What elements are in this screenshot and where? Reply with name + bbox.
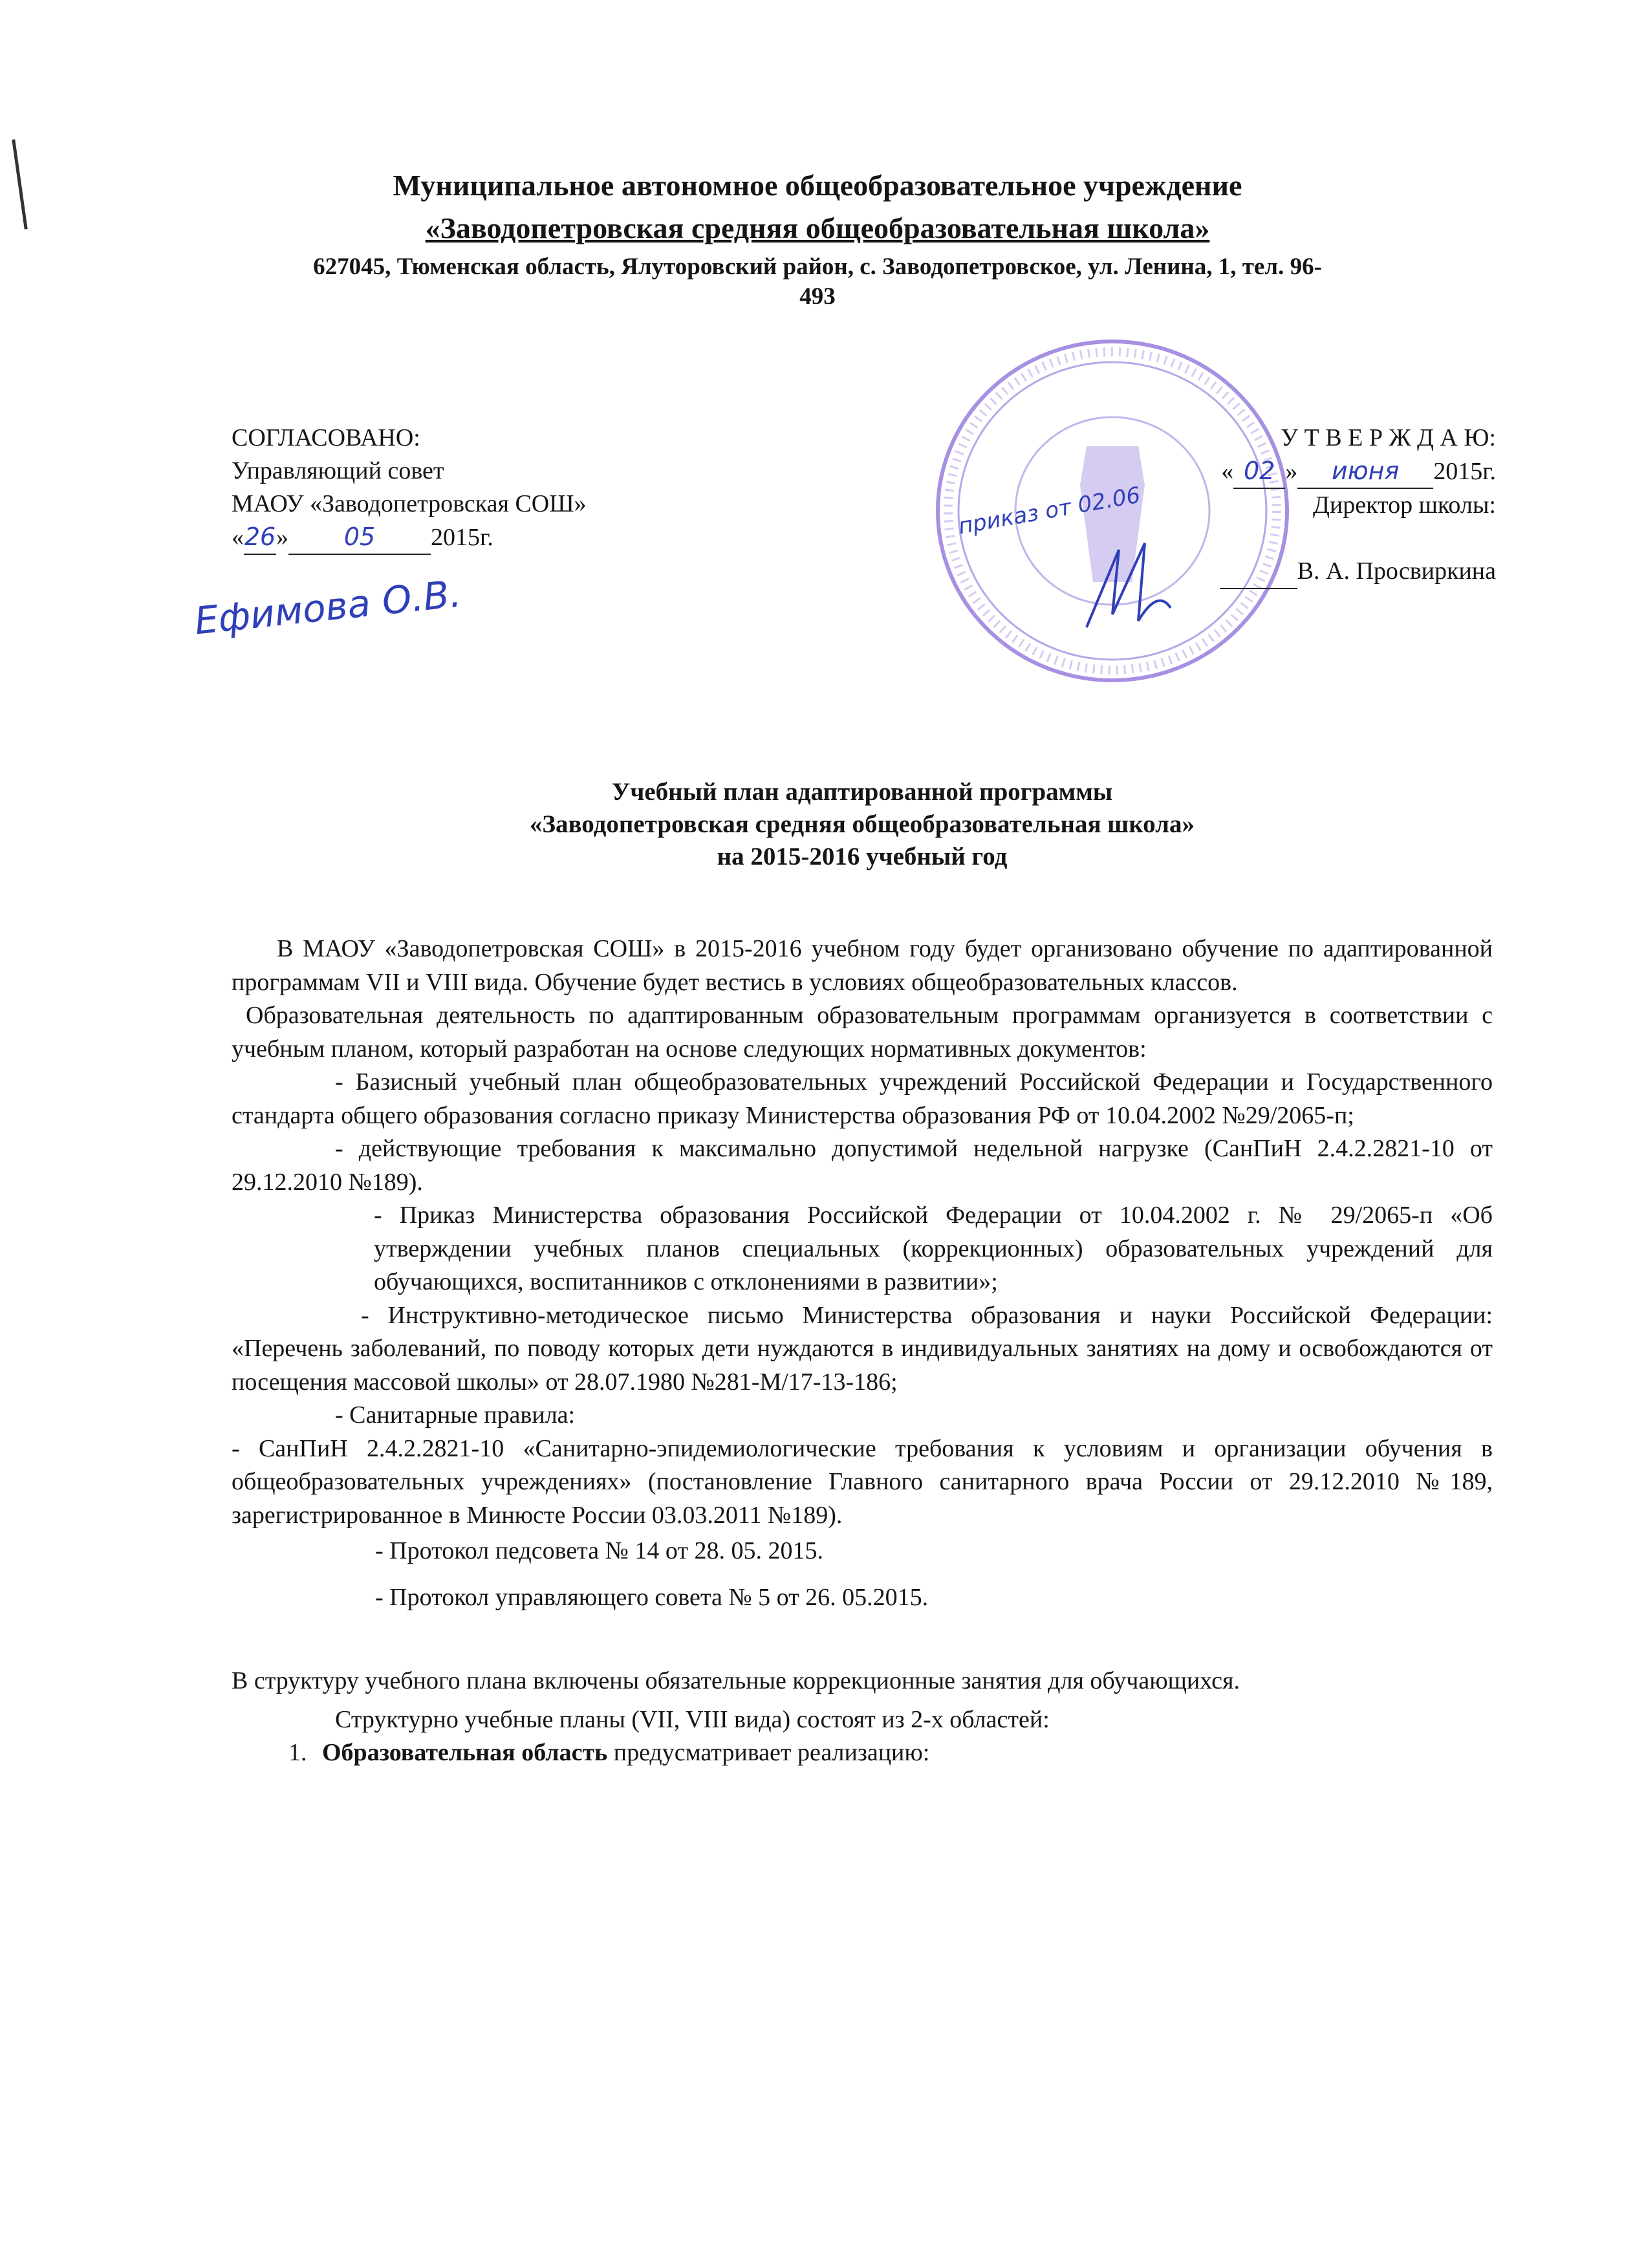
approved-date: « 02 » июня 2015г.: [1035, 455, 1496, 489]
agreed-signature: Ефимова О.В.: [192, 571, 464, 643]
paragraph: Структурно учебные планы (VII, VIII вида) состоят из 2-х областей:: [335, 1705, 1050, 1733]
school-name: «Заводопетровская средняя общеобразовательная школа»: [425, 211, 1210, 244]
address-cont: 493: [799, 283, 836, 310]
agreed-org: МАОУ «Заводопетровская СОШ»: [232, 490, 587, 517]
paragraph: В структуру учебного плана включены обязательные коррекционные занятия для обучающихся.: [232, 1667, 1240, 1694]
agreed-title: СОГЛАСОВАНО:: [232, 424, 420, 451]
agreed-council: Управляющий совет: [232, 457, 444, 484]
document-body: [232, 933, 1493, 1770]
address: 627045, Тюменская область, Ялуторовский район, с. Заводопетровское, ул. Ленина, 1, тел. 96-: [313, 254, 1322, 280]
list-item: - СанПиН 2.4.2.2821-10 «Санитарно-эпидемиологические требования к условиям и организации обучения в общеобразовательных учреждениях» (постановление Главного санитарного врача России от 29.12.2010 №189, зарегистрированное в Минюсте России 03.03.2011 №189).: [232, 1434, 1493, 1529]
director-name: В. А. Просвиркина: [1297, 557, 1496, 585]
list-item: - действующие требования к максимально допустимой недельной нагрузке (СанПиН 2.4.2.2821-10 от 29.12.2010 №189).: [232, 1135, 1493, 1196]
org-name: Муниципальное автономное общеобразовательное учреждение: [393, 169, 1242, 202]
list-item: - Базисный учебный план общеобразовательных учреждений Российской Федерации и Государственного стандарта общего образования согласно приказу Министерства образования РФ от 10.04.2002 №29/2065-п;: [232, 1068, 1493, 1129]
list-item: - Приказ Министерства образования Российской Федерации от 10.04.2002 г. № 29/2065-п «Об утверждении учебных планов специальных (коррекционных) образовательных учреждений для обучающихся, воспитанников с отклонениями в развитии»;: [374, 1202, 1493, 1295]
director-signature: [1074, 530, 1177, 634]
agreed-day: 26: [244, 521, 276, 555]
numbered-item: 1. Образовательная область предусматривает реализацию:: [288, 1739, 930, 1766]
agreed-block: [232, 422, 587, 555]
approved-day: 02: [1233, 455, 1285, 489]
protocol-item: - Протокол педсовета № 14 от 28. 05. 2015.: [375, 1537, 823, 1564]
paragraph: В МАОУ «Заводопетровская СОШ» в 2015-2016 учебном году будет организовано обучение по адаптированной программам VII и VIII вида. Обучение будет вестись в условиях общеобразовательных классов.: [232, 935, 1493, 996]
approved-role: Директор школы:: [1312, 491, 1496, 519]
list-item: - Инструктивно-методическое письмо Министерства образования и науки Российской Федерации: «Перечень заболеваний, по поводу которых дети нуждаются в индивидуальных занятиях на дому и освобождаются от посещения массовой школы» от 28.07.1980 №281-М/17-13-186;: [232, 1301, 1493, 1396]
approved-title: У Т В Е Р Ж Д А Ю:: [1281, 424, 1496, 451]
approved-month: июня: [1297, 455, 1433, 489]
approved-note: приказ от 02.06: [956, 482, 1143, 540]
paragraph: Образовательная деятельность по адаптированным образовательным программам организуется в соответствии с учебным планом, который разработан на основе следующих нормативных документов:: [232, 1002, 1493, 1063]
protocol-item: - Протокол управляющего совета № 5 от 26. 05.2015.: [375, 1583, 929, 1611]
agreed-month: 05: [288, 521, 431, 555]
agreed-date: «26» 05 2015г.: [232, 521, 587, 555]
list-item: - Санитарные правила:: [335, 1401, 576, 1429]
document-title: Учебный план адаптированной программы «Заводопетровская средняя общеобразовательная школа» на 2015-2016 учебный год: [529, 778, 1195, 870]
